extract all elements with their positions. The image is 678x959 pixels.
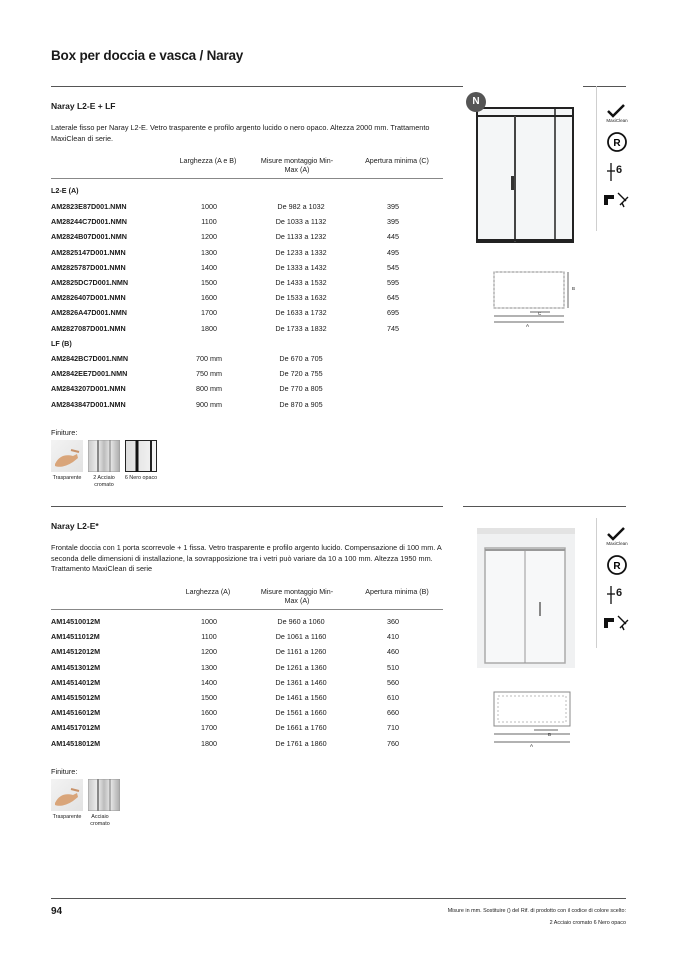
shower-mixer-icon xyxy=(602,191,630,209)
cell-width: 1800 xyxy=(201,323,217,333)
cell-width: 1000 xyxy=(201,202,217,211)
s1-header-opening: Apertura minima (C) xyxy=(365,157,429,165)
cell-width: 1800 xyxy=(201,738,217,748)
cell-width: 1100 xyxy=(201,217,217,227)
cell-code: AM2825147D001.NMN xyxy=(51,247,126,257)
table-row xyxy=(51,723,443,738)
svg-text:R: R xyxy=(613,561,621,572)
cell-range: De 1061 a 1160 xyxy=(275,632,327,642)
cell-code: AM28244C7D001.NMN xyxy=(51,217,127,227)
s2-height-icon xyxy=(606,584,630,606)
section2-title: Naray L2-E* xyxy=(51,521,99,531)
s1-diagram-label-b: B xyxy=(572,286,576,291)
cell-width: 1600 xyxy=(201,708,217,718)
cell-range: De 1533 a 1632 xyxy=(275,293,327,303)
cell-code: AM2826407D001.NMN xyxy=(51,293,126,303)
cell-range: De 1261 a 1360 xyxy=(275,662,327,672)
cell-opening: 410 xyxy=(387,632,399,642)
table-row xyxy=(51,708,443,723)
cell-width: 1100 xyxy=(201,632,217,642)
cell-width: 800 mm xyxy=(196,384,222,394)
cell-code: AM2843847D001.NMN xyxy=(51,399,126,409)
table-row xyxy=(51,663,443,678)
s2-plan-diagram xyxy=(490,688,580,750)
cell-range: De 1033 a 1132 xyxy=(275,217,327,227)
s2-height-icon-number: 6 xyxy=(616,587,623,599)
table-row xyxy=(51,678,443,693)
cell-code: AM2842BC7D001.NMN xyxy=(51,354,129,363)
hand-icon xyxy=(51,440,83,472)
s2-header-width: Larghezza (A) xyxy=(185,588,231,596)
s1-table-rule xyxy=(51,178,443,179)
cell-code: AM2823E87D001.NMN xyxy=(51,202,127,211)
cell-opening: 610 xyxy=(387,693,399,702)
cell-opening: 360 xyxy=(387,617,399,626)
table-row xyxy=(51,263,443,278)
table-row xyxy=(51,324,443,339)
cell-range: De 1461 a 1560 xyxy=(275,693,327,702)
checkmark-icon xyxy=(602,104,632,118)
swatch-transparent xyxy=(51,440,83,472)
s2-finish-caption-1: Trasparente xyxy=(52,814,82,820)
cell-opening: 595 xyxy=(387,278,399,287)
cell-range: De 720 a 755 xyxy=(279,369,323,379)
s1-plan-diagram xyxy=(490,268,580,330)
cell-opening: 710 xyxy=(387,723,399,733)
s2-header-range: Misure montaggio Min-Max (A) xyxy=(260,588,334,605)
height-icon xyxy=(606,161,630,183)
cell-code: AM2825787D001.NMN xyxy=(51,262,126,272)
cell-range: De 1433 a 1532 xyxy=(275,278,327,287)
cell-opening: 545 xyxy=(387,262,399,272)
s1-icon-column xyxy=(598,104,638,209)
s2-finish-caption-2: Acciaio cromato xyxy=(90,814,110,827)
table-row xyxy=(51,384,443,399)
cell-opening: 495 xyxy=(387,247,399,257)
cell-width: 1400 xyxy=(201,262,217,272)
cell-range: De 960 a 1060 xyxy=(277,617,325,626)
s2-swatch-chrome xyxy=(88,779,120,811)
cell-width: 1200 xyxy=(201,647,217,657)
section2-description: Frontale doccia con 1 porta scorrevole + 1 fissa. Vetro trasparente e profilo argento lucido. Compensazione di 100 mm. A seconda delle dimensioni di installazione, la sovrapposizione tra i vetri può variare da 10 a 100 mm. Altezza 1950 mm. Trattamento MaxiClean di serie xyxy=(51,543,442,573)
s2-finishes-label: Finiture: xyxy=(51,767,78,776)
cell-range: De 870 a 905 xyxy=(279,399,323,409)
s2-swatch-transparent xyxy=(51,779,83,811)
cell-opening: 445 xyxy=(387,232,399,242)
section2-rule xyxy=(51,506,443,507)
s2-product-photo xyxy=(463,518,583,668)
table-row xyxy=(51,369,443,384)
cell-width: 750 mm xyxy=(196,369,222,379)
s2-header-opening: Apertura minima (B) xyxy=(365,588,429,596)
s2-icon-column xyxy=(598,527,638,632)
cell-opening: 760 xyxy=(387,738,399,748)
s2-maxiclean-label: MaxiClean xyxy=(606,541,628,546)
cell-width: 700 mm xyxy=(196,354,222,363)
cell-code: AM2842EE7D001.NMN xyxy=(51,369,128,379)
cell-range: De 770 a 805 xyxy=(279,384,323,394)
cell-opening: 695 xyxy=(387,308,399,318)
section2-rule-right xyxy=(463,506,626,507)
cell-width: 1700 xyxy=(201,723,217,733)
s1-finish-caption-2: 2 Acciaio cromato xyxy=(93,475,115,488)
cell-range: De 1761 a 1860 xyxy=(275,738,327,748)
cell-opening: 510 xyxy=(387,662,399,672)
table-row xyxy=(51,248,443,263)
cell-range: De 670 a 705 xyxy=(279,354,323,363)
cell-code: AM14510012M xyxy=(51,617,101,626)
table-row xyxy=(51,693,443,708)
cell-code: AM14511012M xyxy=(51,632,100,642)
cell-opening: 395 xyxy=(387,217,399,227)
s1-finish-caption-1: Trasparente xyxy=(52,475,82,481)
cell-width: 1600 xyxy=(201,293,217,303)
cell-range: De 1361 a 1460 xyxy=(275,677,327,687)
footer-note-1: Misure in mm. Sostituire () del Rif. di prodotto con il codice di colore scelto: xyxy=(447,908,626,914)
cell-width: 1300 xyxy=(201,662,217,672)
table-row xyxy=(51,232,443,247)
cell-code: AM14518012M xyxy=(51,738,101,748)
cell-width: 900 mm xyxy=(196,399,222,409)
table-row xyxy=(51,400,443,415)
s2-diagram-label-a: A xyxy=(530,743,534,748)
reversible-icon xyxy=(606,131,628,153)
s2-table-rule xyxy=(51,609,443,610)
cell-range: De 1161 a 1260 xyxy=(275,647,327,657)
cell-opening: 460 xyxy=(387,647,399,657)
cell-width: 1700 xyxy=(201,308,217,318)
cell-range: De 1661 a 1760 xyxy=(275,723,327,733)
s2-hand-icon xyxy=(51,779,83,811)
s1-diagram-label-c: C xyxy=(538,311,542,316)
cell-code: AM14512012M xyxy=(51,647,101,657)
cell-code: AM14514012M xyxy=(51,677,101,687)
cell-width: 1400 xyxy=(201,677,217,687)
table-row xyxy=(51,308,443,323)
maxiclean-label: MaxiClean xyxy=(606,118,628,123)
s1-icon-divider xyxy=(596,86,597,231)
cell-code: AM14516012M xyxy=(51,708,101,718)
table-row xyxy=(51,293,443,308)
s2-reversible-icon xyxy=(606,554,628,576)
cell-code: AM2824B07D001.NMN xyxy=(51,232,127,242)
height-icon-number: 6 xyxy=(616,164,623,176)
cell-width: 1200 xyxy=(201,232,217,242)
new-badge: N xyxy=(466,92,486,112)
table-row xyxy=(51,278,443,293)
footer-rule xyxy=(51,898,626,899)
table-row xyxy=(51,647,443,662)
cell-code: AM14517012M xyxy=(51,723,101,733)
cell-range: De 1633 a 1732 xyxy=(275,308,327,318)
cell-code: AM2843207D001.NMN xyxy=(51,384,126,394)
s2-icon-divider xyxy=(596,518,597,648)
cell-opening: 660 xyxy=(387,708,399,718)
svg-text:R: R xyxy=(613,138,621,149)
cell-range: De 1733 a 1832 xyxy=(275,323,327,333)
cell-range: De 982 a 1032 xyxy=(277,202,325,211)
s1-header-range: Misure montaggio Min-Max (A) xyxy=(260,157,334,174)
cell-range: De 1333 a 1432 xyxy=(275,262,327,272)
cell-width: 1500 xyxy=(201,693,217,702)
s1-product-photo xyxy=(463,86,583,249)
cell-opening: 645 xyxy=(387,293,399,303)
s1-finish-caption-3: 6 Nero opaco xyxy=(124,475,158,481)
cell-code: AM2825DC7D001.NMN xyxy=(51,278,129,287)
cell-code: AM14513012M xyxy=(51,662,101,672)
table-row xyxy=(51,617,443,632)
cell-width: 1300 xyxy=(201,247,217,257)
cell-width: 1500 xyxy=(201,278,217,287)
cell-code: AM2827087D001.NMN xyxy=(51,323,126,333)
swatch-black xyxy=(125,440,157,472)
table-row xyxy=(51,632,443,647)
s1-group1-label: L2-E (A) xyxy=(51,186,79,195)
page-number: 94 xyxy=(51,906,63,917)
cell-code: AM2826A47D001.NMN xyxy=(51,308,127,318)
s1-finishes-label: Finiture: xyxy=(51,428,78,437)
table-row xyxy=(51,202,443,217)
cell-opening: 560 xyxy=(387,677,399,687)
cell-width: 1000 xyxy=(201,617,217,626)
s1-diagram-label-a: A xyxy=(526,323,530,328)
s1-group2-label: LF (B) xyxy=(51,339,72,348)
cell-range: De 1561 a 1660 xyxy=(275,708,327,718)
s2-diagram-label-b: B xyxy=(548,732,552,737)
s1-header-width: Larghezza (A e B) xyxy=(179,157,237,165)
section1-description: Laterale fisso per Naray L2-E. Vetro trasparente e profilo argento lucido o nero opaco. Altezza 2000 mm. Trattamento MaxiClean di serie. xyxy=(51,123,430,143)
s2-checkmark-icon xyxy=(602,527,632,541)
table-row xyxy=(51,354,443,369)
table-row xyxy=(51,217,443,232)
cell-range: De 1233 a 1332 xyxy=(275,247,327,257)
cell-code: AM14515012M xyxy=(51,693,101,702)
page-title: Box per doccia e vasca / Naray xyxy=(51,48,244,63)
s2-shower-mixer-icon xyxy=(602,614,630,632)
cell-range: De 1133 a 1232 xyxy=(275,232,327,242)
cell-opening: 745 xyxy=(387,323,399,333)
table-row xyxy=(51,739,443,754)
section1-title: Naray L2-E + LF xyxy=(51,101,116,111)
swatch-chrome xyxy=(88,440,120,472)
footer-note-2: 2 Acciaio cromato 6 Nero opaco xyxy=(549,920,626,926)
cell-opening: 395 xyxy=(387,202,399,211)
